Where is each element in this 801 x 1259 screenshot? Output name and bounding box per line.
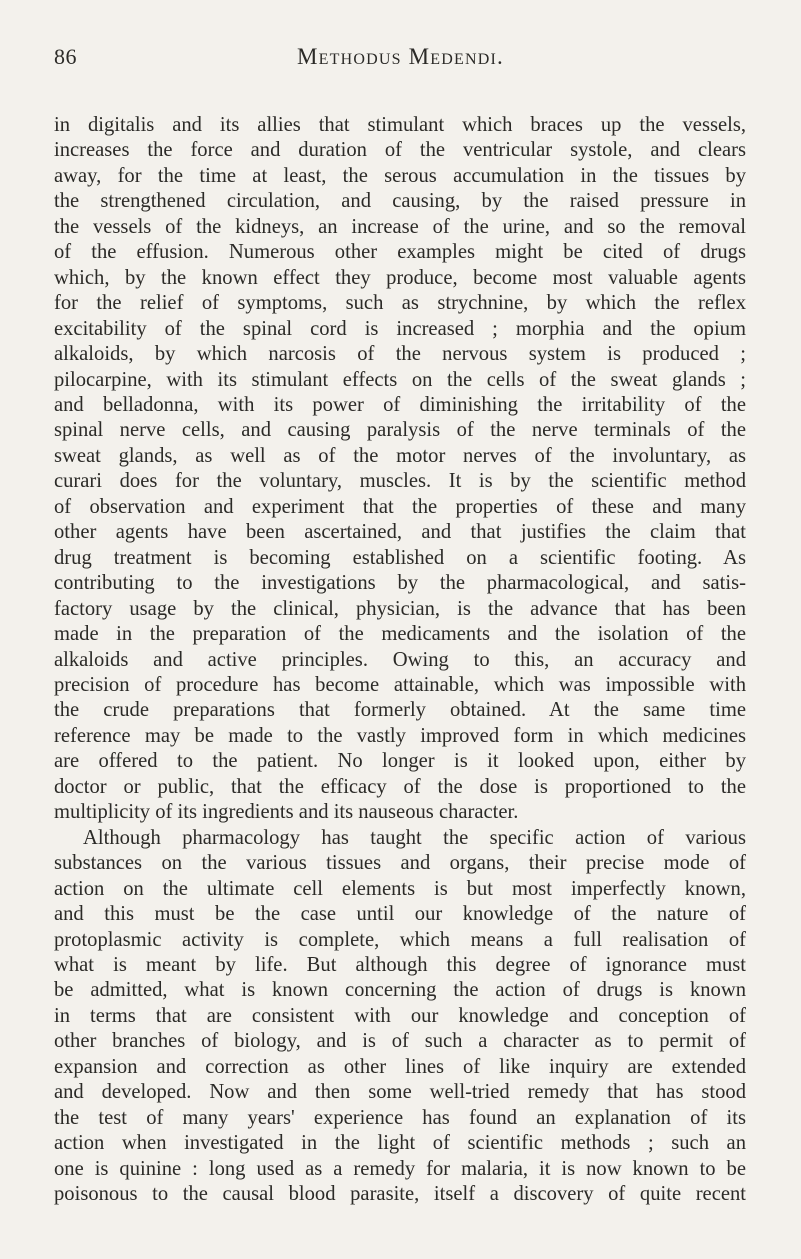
text-line: the test of many years' experience has found an explanation of its xyxy=(54,1106,746,1129)
text-line: sweat glands, as well as of the motor nerves of the involuntary, as xyxy=(54,444,746,467)
text-line: in terms that are consistent with our knowledge and conception of xyxy=(54,1004,746,1027)
text-line: one is quinine : long used as a remedy for malaria, it is now known to be xyxy=(54,1157,746,1180)
text-line: of observation and experiment that the properties of these and many xyxy=(54,495,746,518)
body-text xyxy=(54,113,746,1207)
text-line: the crude preparations that formerly obtained. At the same time xyxy=(54,699,746,722)
text-line: and belladonna, with its power of diminishing the irritability of the xyxy=(54,393,746,416)
text-line: what is meant by life. But although this degree of ignorance must xyxy=(54,953,746,976)
text-line: doctor or public, that the efficacy of the dose is proportioned to the xyxy=(54,775,746,798)
text-line: precision of procedure has become attainable, which was impossible with xyxy=(54,673,746,696)
text-line: excitability of the spinal cord is increased ; morphia and the opium xyxy=(54,317,746,340)
text-line: poisonous to the causal blood parasite, itself a discovery of quite recent xyxy=(54,1183,746,1206)
text-line: be admitted, what is known concerning the action of drugs is known xyxy=(54,979,746,1002)
text-line: protoplasmic activity is complete, which means a full realisation of xyxy=(54,928,746,951)
text-line: drug treatment is becoming established on a scientific footing. As xyxy=(54,546,746,569)
text-line: spinal nerve cells, and causing paralysis of the nerve terminals of the xyxy=(54,419,746,442)
text-line: the strengthened circulation, and causing, by the raised pressure in xyxy=(54,190,746,213)
text-line: pilocarpine, with its stimulant effects on the cells of the sweat glands ; xyxy=(54,368,746,391)
page-header xyxy=(54,44,747,76)
text-line: reference may be made to the vastly improved form in which medicines xyxy=(54,724,746,747)
text-line: and this must be the case until our knowledge of the nature of xyxy=(54,903,746,926)
text-line: action on the ultimate cell elements is but most imperfectly known, xyxy=(54,877,746,900)
text-line: of the effusion. Numerous other examples might be cited of drugs xyxy=(54,241,746,264)
text-line: other agents have been ascertained, and that justifies the claim that xyxy=(54,521,746,544)
text-line: increases the force and duration of the ventricular systole, and clears xyxy=(54,139,746,162)
running-head: Methodus Medendi. xyxy=(296,44,504,69)
text-line: for the relief of symptoms, such as strychnine, by which the reflex xyxy=(54,292,746,315)
text-line: the vessels of the kidneys, an increase of the urine, and so the removal xyxy=(54,215,746,238)
text-line: factory usage by the clinical, physician, is the advance that has been xyxy=(54,597,746,620)
text-line: expansion and correction as other lines of like inquiry are extended xyxy=(54,1055,746,1078)
text-line: curari does for the voluntary, muscles. It is by the scientific method xyxy=(54,470,746,493)
text-line: Although pharmacology has taught the specific action of various xyxy=(83,826,746,849)
text-line: substances on the various tissues and organs, their precise mode of xyxy=(54,852,746,875)
text-line: alkaloids and active principles. Owing to this, an accuracy and xyxy=(54,648,746,671)
page-number: 86 xyxy=(54,44,77,69)
text-line: action when investigated in the light of scientific methods ; such an xyxy=(54,1132,746,1155)
text-line: alkaloids, by which narcosis of the nervous system is produced ; xyxy=(54,343,746,366)
text-line: and developed. Now and then some well-tried remedy that has stood xyxy=(54,1081,746,1104)
text-line: other branches of biology, and is of such a character as to permit of xyxy=(54,1030,746,1053)
text-line: made in the preparation of the medicaments and the isolation of the xyxy=(54,623,746,646)
text-line: are offered to the patient. No longer is it looked upon, either by xyxy=(54,750,746,773)
text-line: away, for the time at least, the serous accumulation in the tissues by xyxy=(54,164,746,187)
text-line: contributing to the investigations by the pharmacological, and satis- xyxy=(54,572,746,595)
text-line: in digitalis and its allies that stimulant which braces up the vessels, xyxy=(54,114,746,136)
text-line: which, by the known effect they produce, become most valuable agents xyxy=(54,266,746,289)
text-line: multiplicity of its ingredients and its nauseous character. xyxy=(54,801,519,824)
